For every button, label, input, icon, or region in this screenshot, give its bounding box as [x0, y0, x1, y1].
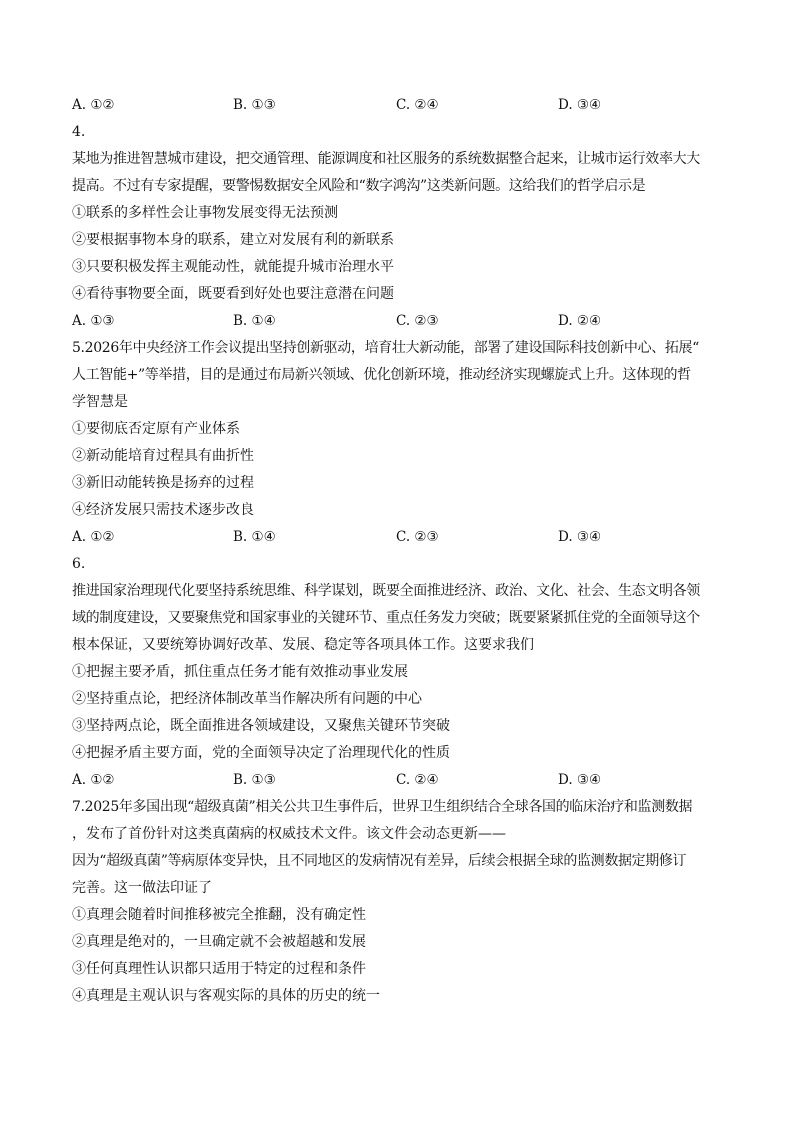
q5-item: ④经济发展只需技术逐步改良 — [72, 502, 254, 518]
q6-stem-line: 推进国家治理现代化要坚持系统思维、科学谋划，既要全面推进经济、政治、文化、社会、生态文明各领 — [72, 583, 700, 599]
q4-option-b: B. ①④ — [233, 313, 276, 329]
exam-page — [72, 94, 722, 1012]
q7-stem-line: ，发布了首份针对这类真菌病的权威技术文件。该文件会动态更新—— — [72, 826, 506, 842]
q7-item: ③任何真理性认识都只适用于特定的过程和条件 — [72, 961, 366, 977]
q5-stem-line: 5.2026年中央经济工作会议提出坚持创新驱动，培育壮大新动能，部署了建设国际科技创新中心、拓展“ — [72, 340, 699, 356]
q3-option-d: D. ③④ — [558, 97, 602, 113]
q4-option-a: A. ①③ — [72, 313, 115, 329]
q7-stem-line: 完善。这一做法印证了 — [72, 880, 212, 896]
q3-options — [72, 94, 722, 121]
q7-stem-line: 因为“超级真菌”等病原体变异快，且不同地区的发病情况有差异，后续会根据全球的监测数据定期修订 — [72, 853, 687, 869]
q4-item: ③只要积极发挥主观能动性，就能提升城市治理水平 — [72, 259, 394, 275]
q5-item: ①要彻底否定原有产业体系 — [72, 421, 240, 437]
q4-option-c: C. ②③ — [396, 313, 439, 329]
q4-options — [72, 310, 722, 337]
q7-stem-line: 7.2025年多国出现“超级真菌”相关公共卫生事件后，世界卫生组织结合全球各国的临床治疗和监测数据 — [72, 799, 693, 815]
q4-item: ②要根据事物本身的联系，建立对发展有利的新联系 — [72, 232, 394, 248]
q7-item: ①真理会随着时间推移被完全推翻，没有确定性 — [72, 907, 366, 923]
q4-item: ④看待事物要全面，既要看到好处也要注意潜在问题 — [72, 286, 394, 302]
q6-item: ③坚持两点论，既全面推进各领域建设，又聚焦关键环节突破 — [72, 718, 450, 734]
q7-item: ②真理是绝对的，一旦确定就不会被超越和发展 — [72, 934, 366, 950]
q6-item: ④把握矛盾主要方面，党的全面领导决定了治理现代化的性质 — [72, 745, 450, 761]
q6-option-a: A. ①② — [72, 772, 115, 788]
q3-option-a: A. ①② — [72, 97, 115, 113]
q5-stem-line: 学智慧是 — [72, 394, 128, 410]
q4-item: ①联系的多样性会让事物发展变得无法预测 — [72, 205, 338, 221]
q6-item: ①把握主要矛盾，抓住重点任务才能有效推动事业发展 — [72, 664, 408, 680]
q3-option-b: B. ①③ — [233, 97, 276, 113]
q5-option-c: C. ②③ — [396, 529, 439, 545]
q6-item: ②坚持重点论，把经济体制改革当作解决所有问题的中心 — [72, 691, 422, 707]
q5-item: ②新动能培育过程具有曲折性 — [72, 448, 254, 464]
q6-options — [72, 769, 722, 796]
q6-option-d: D. ③④ — [558, 772, 602, 788]
q4-stem-line: 某地为推进智慧城市建设，把交通管理、能源调度和社区服务的系统数据整合起来，让城市运行效率大大 — [72, 151, 700, 167]
q5-stem-line: 人工智能+”等举措，目的是通过布局新兴领域、优化创新环境，推动经济实现螺旋式上升。这体现的哲 — [72, 367, 691, 383]
q5-options — [72, 526, 722, 553]
q5-item: ③新旧动能转换是扬弃的过程 — [72, 475, 254, 491]
q7-item: ④真理是主观认识与客观实际的具体的历史的统一 — [72, 988, 380, 1004]
q3-option-c: C. ②④ — [396, 97, 439, 113]
q6-stem-line: 域的制度建设，又要聚焦党和国家事业的关键环节、重点任务发力突破；既要紧紧抓住党的全面领导这个 — [72, 610, 700, 626]
q4-option-d: D. ②④ — [558, 313, 602, 329]
q6-option-c: C. ②④ — [396, 772, 439, 788]
q4-stem-line: 提高。不过有专家提醒，要警惕数据安全风险和“数字鸿沟”这类新问题。这给我们的哲学启示是 — [72, 178, 646, 194]
q5-option-b: B. ①④ — [233, 529, 276, 545]
q6-option-b: B. ①③ — [233, 772, 276, 788]
q6-stem-line: 根本保证，又要统筹协调好改革、发展、稳定等各项具体工作。这要求我们 — [72, 637, 534, 653]
q5-option-a: A. ①② — [72, 529, 115, 545]
q4-number: 4. — [72, 124, 86, 140]
q6-number: 6. — [72, 556, 86, 572]
q5-option-d: D. ③④ — [558, 529, 602, 545]
